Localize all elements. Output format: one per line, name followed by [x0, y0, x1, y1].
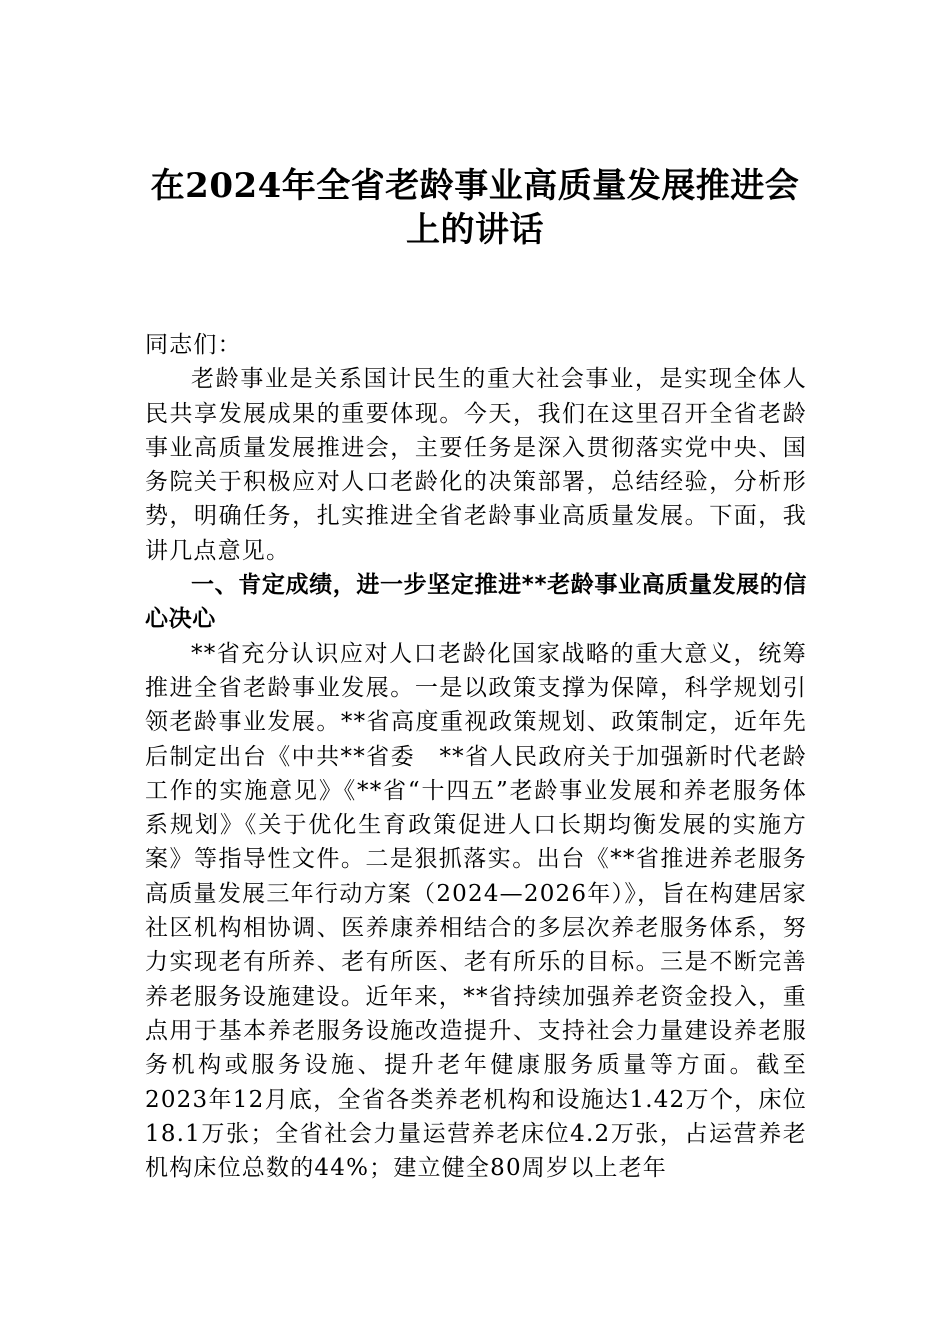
- section-1-heading: 一、肯定成绩，进一步坚定推进**老龄事业高质量发展的信心决心: [145, 572, 807, 633]
- document-title-line-1: 在2024年全省老龄事业高质量发展推进会: [150, 166, 800, 206]
- document-body: [145, 328, 807, 1185]
- section-1-paragraph: **省充分认识应对人口老龄化国家战略的重大意义，统筹推进全省老龄事业发展。一是以政策支撑为保障，科学规划引领老龄事业发展。**省高度重视政策规划、政策制定，近年先后制定出台《中共**省委 **省人民政府关于加强新时代老龄工作的实施意见》《**省“十四五”老龄事业发展和养老服务体系规划》《关于优化生育政策促进人口长期均衡发展的实施方案》等指导性文件。二是狠抓落实。出台《**省推进养老服务高质量发展三年行动方案（2024—2026年）》，旨在构建居家社区机构相协调、医养康养相结合的多层次养老服务体系，努力实现老有所养、老有所医、老有所乐的目标。三是不断完善养老服务设施建设。近年来，**省持续加强养老资金投入，重点用于基本养老服务设施改造提升、支持社会力量建设养老服务机构或服务设施、提升老年健康服务质量等方面。截至2023年12月底，全省各类养老机构和设施达1.42万个，床位18.1万张；全省社会力量运营养老床位4.2万张，占运营养老机构床位总数的44%；建立健全80周岁以上老年: [145, 640, 807, 1182]
- document-title-line-2: 上的讲话: [406, 210, 544, 250]
- intro-paragraph: 老龄事业是关系国计民生的重大社会事业，是实现全体人民共享发展成果的重要体现。今天，我们在这里召开全省老龄事业高质量发展推进会，主要任务是深入贯彻落实党中央、国务院关于积极应对人口老龄化的决策部署，总结经验，分析形势，明确任务，扎实推进全省老龄事业高质量发展。下面，我讲几点意见。: [145, 366, 807, 564]
- salutation: 同志们：: [145, 332, 242, 358]
